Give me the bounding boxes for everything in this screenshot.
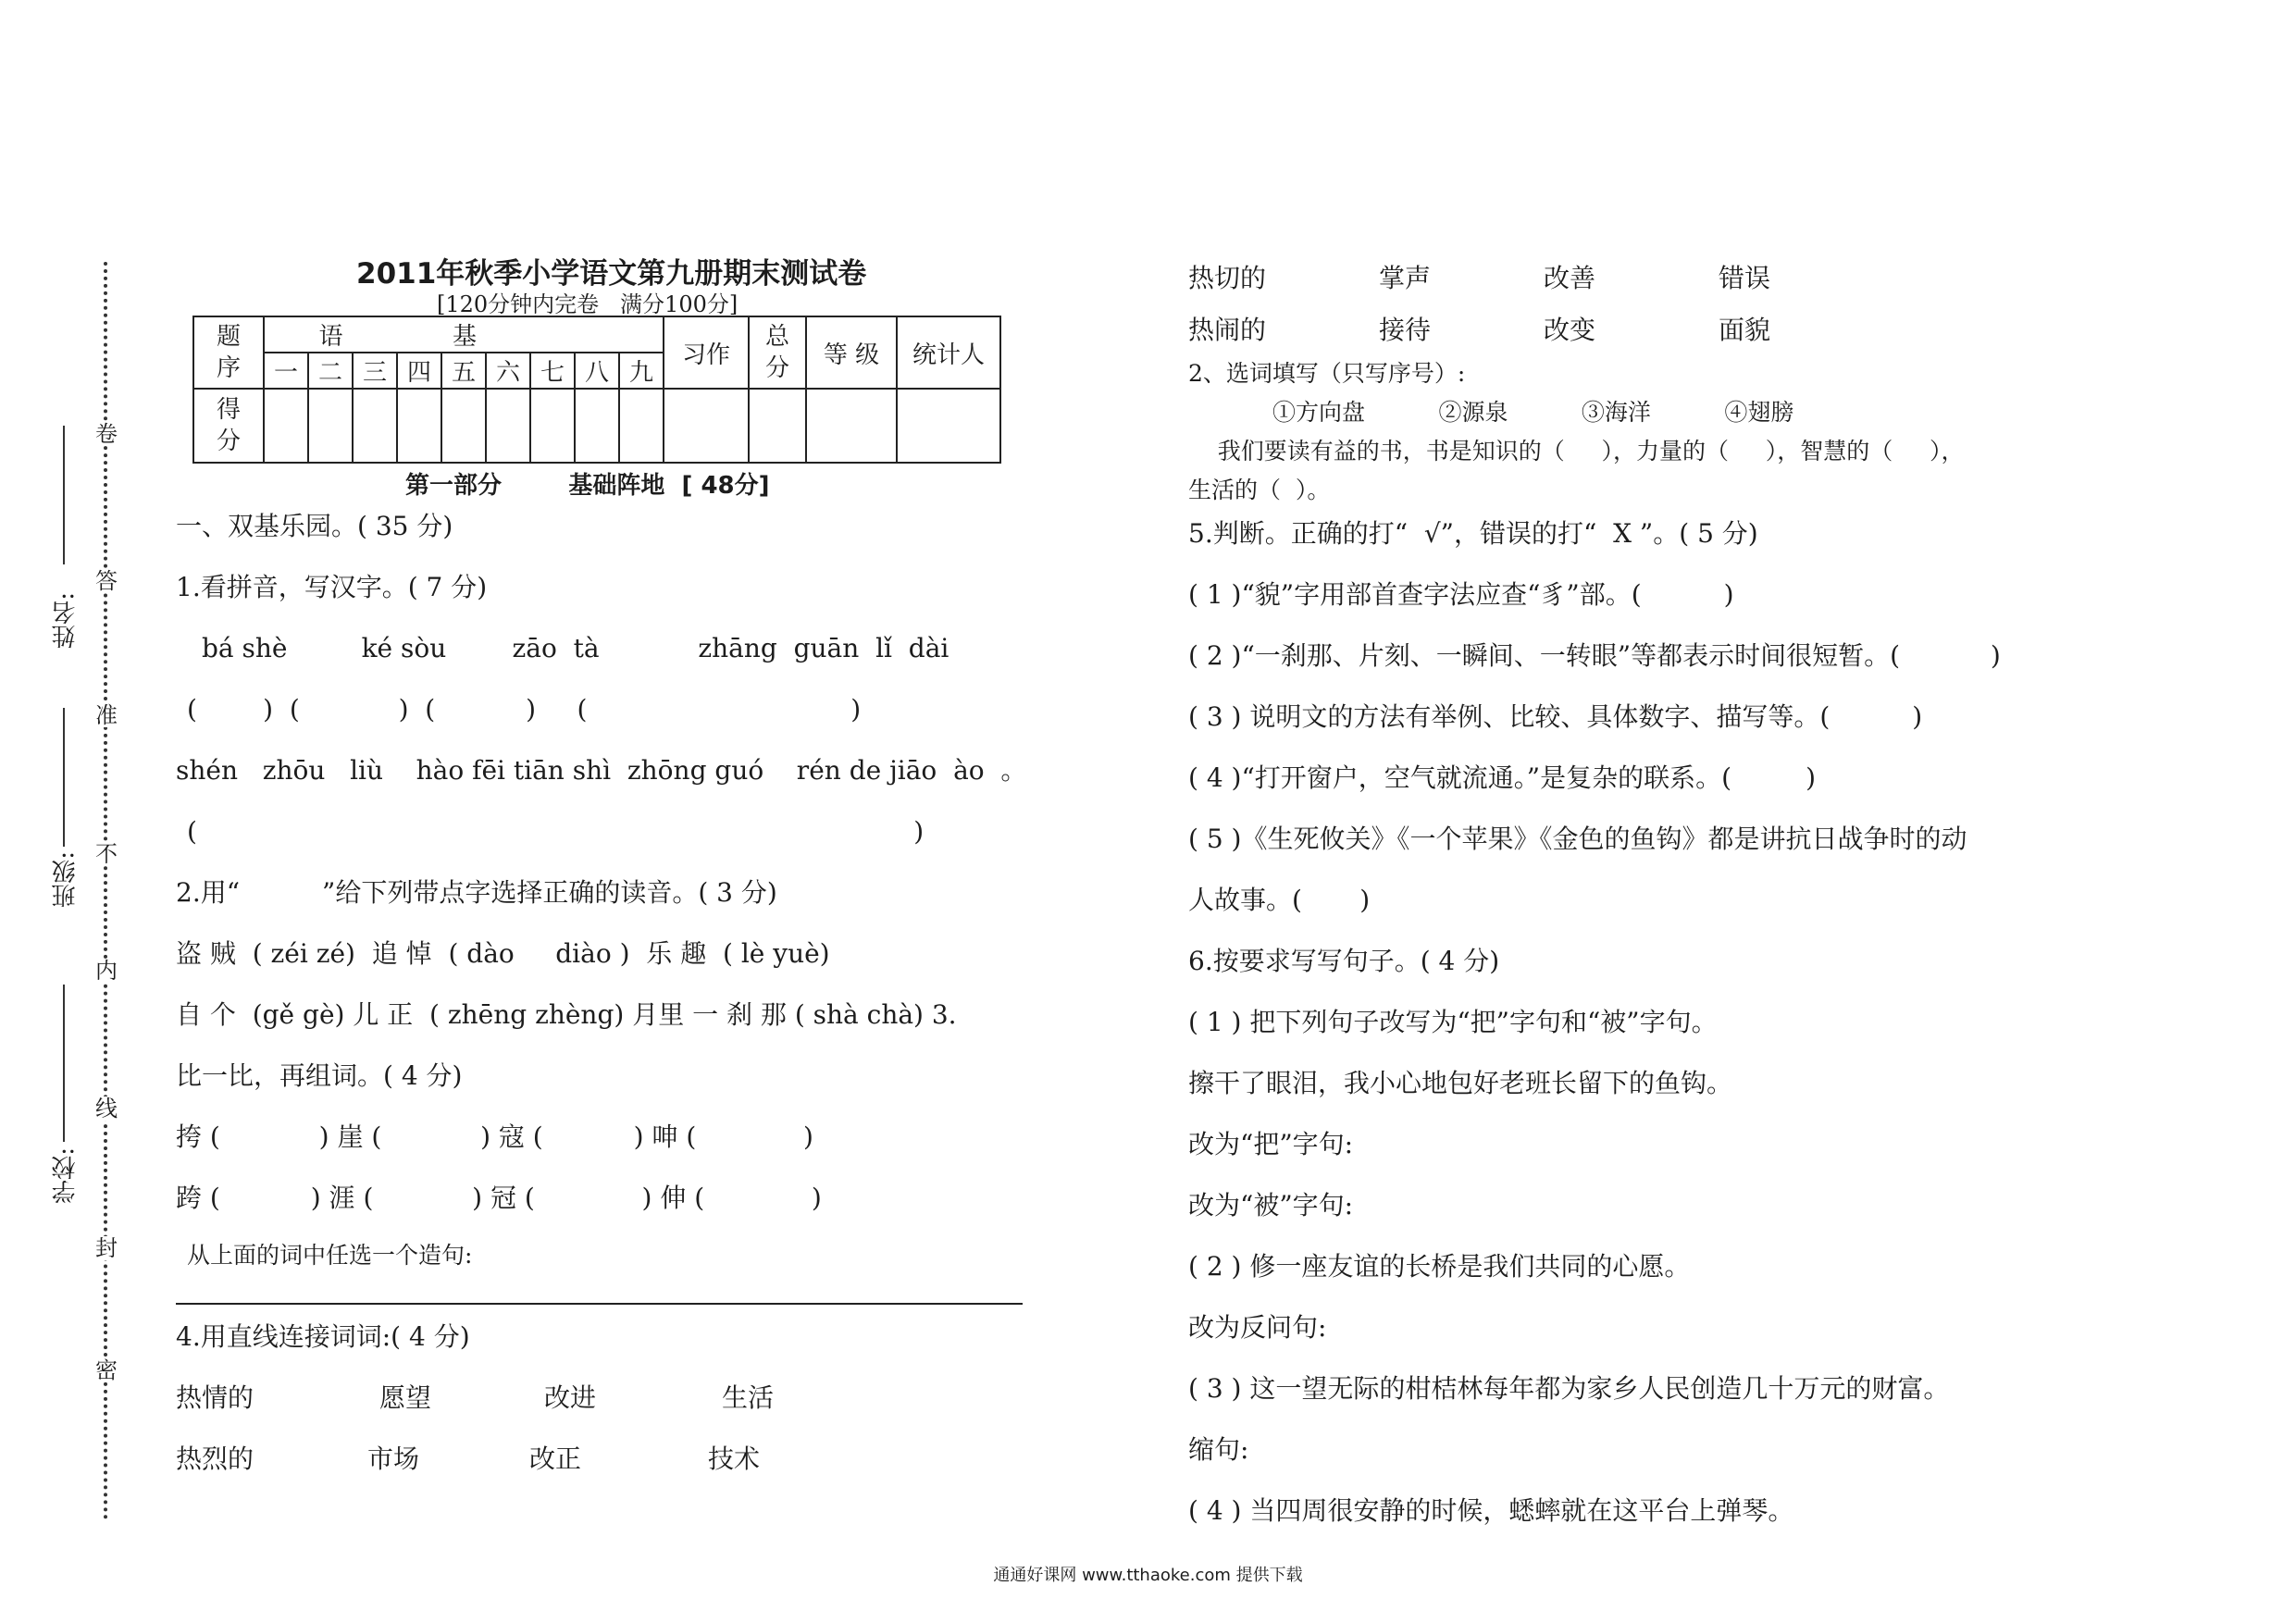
rewrite-item: 擦干了眼泪，我小心地包好老班长留下的鱼钩。 (1188, 1068, 1733, 1098)
rewrite-item: ( 3 ) 这一望无际的柑桔林每年都为家乡人民创造几十万元的财富。 (1188, 1373, 1950, 1404)
question-heading: 4.用直线连接词词:( 4 分) (176, 1321, 470, 1352)
page-subtitle: [120分钟内完卷 满分100分] (437, 291, 738, 317)
score-cell[interactable] (530, 389, 575, 463)
col-number: 五 (441, 353, 486, 389)
score-cell[interactable] (441, 389, 486, 463)
fill-text: 生活的（ ）。 (1188, 477, 1331, 503)
row-header-order: 题 序 (193, 316, 264, 389)
answer-blanks: ( ) (187, 816, 925, 847)
score-cell[interactable] (353, 389, 397, 463)
judge-item: ( 1 )“貌”字用部首查字法应查“豸”部。( ) (1188, 579, 1734, 610)
margin-char: 线 (95, 1096, 118, 1121)
word-item: 接待 (1379, 315, 1432, 345)
question-line: 跨 ( ) 涯 ( ) 冠 ( ) 伸 ( ) (176, 1183, 822, 1213)
pinyin-line: bá shè ké sòu zāo tà zhāng guān lǐ dài (202, 633, 949, 663)
score-cell[interactable] (397, 389, 441, 463)
margin-char: 答 (95, 568, 118, 594)
sentence-prompt: 从上面的词中任选一个造句: (187, 1242, 473, 1269)
score-cell[interactable] (264, 389, 308, 463)
judge-item: ( 5 )《生死攸关》《一个苹果》《金色的鱼钩》都是讲抗日战争时的动 (1188, 824, 1967, 854)
writing-header: 习作 (664, 316, 749, 389)
question-line: 挎 ( ) 崖 ( ) 寇 ( ) 呻 ( ) (176, 1121, 813, 1152)
pinyin-line: shén zhōu liù hào fēi tiān shì zhōng guó rén de jiāo ào 。 (176, 755, 1027, 786)
part-title: 第一部分 基础阵地 [ 48分] (405, 472, 770, 500)
score-table (192, 316, 1001, 464)
margin-char: 准 (95, 702, 118, 728)
class-underline (63, 708, 65, 847)
word-item: 热情的 (176, 1382, 254, 1413)
rewrite-item: ( 1 ) 把下列句子改写为“把”字句和“被”字句。 (1188, 1007, 1718, 1037)
margin-char: 卷 (95, 421, 118, 447)
word-item: 改进 (544, 1382, 597, 1413)
col-number: 三 (353, 353, 397, 389)
options-line: ①方向盘 ②源泉 ③海洋 ④翅膀 (1272, 399, 1794, 426)
col-number: 九 (619, 353, 664, 389)
margin-char: 封 (95, 1235, 118, 1261)
name-label: 姓名: (52, 592, 80, 649)
col-number: 一 (264, 353, 308, 389)
col-number: 二 (308, 353, 353, 389)
question-line: 自 个 (gě gè) 儿 正 ( zhēng zhèng) 月里 一 刹 那 ( shà chà) 3. (176, 999, 957, 1030)
score-cell[interactable] (897, 389, 1000, 463)
school-underline (63, 985, 65, 1142)
judge-item: 人故事。( ) (1188, 885, 1371, 915)
question-line: 盗 贼 ( zéi zé) 追 悼 ( dào diào ) 乐 趣 ( lè yuè) (176, 938, 830, 969)
word-item: 热烈的 (176, 1443, 254, 1474)
word-item: 热切的 (1188, 263, 1267, 293)
question-heading: 2、选词填写（只写序号）: (1188, 360, 1466, 387)
binding-dotted-line (104, 262, 107, 1520)
word-item: 热闹的 (1188, 315, 1267, 345)
question-heading: 1.看拼音，写汉字。( 7 分) (176, 572, 488, 602)
question-heading: 6.按要求写写句子。( 4 分) (1188, 946, 1500, 976)
score-cell[interactable] (575, 389, 619, 463)
col-number: 六 (486, 353, 530, 389)
col-number: 八 (575, 353, 619, 389)
page-title: 2011年秋季小学语文第九册期末测试卷 (356, 257, 867, 291)
grade-header: 等 级 (806, 316, 897, 389)
score-cell[interactable] (749, 389, 806, 463)
margin-char: 不 (95, 841, 118, 867)
word-item: 改善 (1544, 263, 1596, 293)
rewrite-item: 改为“把”字句: (1188, 1129, 1354, 1159)
margin-char: 密 (95, 1357, 118, 1383)
group-label: 语 (264, 316, 397, 353)
judge-item: ( 2 )“一刹那、片刻、一瞬间、一转眼”等都表示时间很短暂。( ) (1188, 640, 2001, 671)
rewrite-item: 改为反问句: (1188, 1312, 1327, 1343)
rewrite-item: ( 2 ) 修一座友谊的长桥是我们共同的心愿。 (1188, 1251, 1691, 1282)
score-cell[interactable] (806, 389, 897, 463)
word-item: 掌声 (1379, 263, 1432, 293)
word-item: 面貌 (1719, 315, 1771, 345)
rewrite-item: ( 4 ) 当四周很安静的时候，蟋蟀就在这平台上弹琴。 (1188, 1495, 1794, 1526)
margin-char: 内 (95, 958, 118, 984)
question-heading: 比一比，再组词。( 4 分) (176, 1060, 463, 1091)
judge-item: ( 4 )“打开窗户，空气就流通。”是复杂的联系。( ) (1188, 762, 1817, 793)
group-label: 基 (397, 316, 664, 353)
col-number: 七 (530, 353, 575, 389)
answer-blanks: ( ) ( ) ( ) ( ) (187, 694, 862, 725)
school-label: 学校: (52, 1147, 80, 1204)
stat-header: 统计人 (897, 316, 1000, 389)
word-item: 愿望 (379, 1382, 432, 1413)
score-cell[interactable] (486, 389, 530, 463)
section-heading: 一、双基乐园。( 35 分) (176, 511, 453, 541)
word-item: 错误 (1719, 263, 1771, 293)
footer-credit: 通通好课网 www.tthaoke.com 提供下载 (993, 1566, 1303, 1585)
rewrite-item: 缩句: (1188, 1434, 1249, 1465)
score-cell[interactable] (664, 389, 749, 463)
word-item: 生活 (722, 1382, 775, 1413)
name-underline (63, 426, 65, 564)
col-number: 四 (397, 353, 441, 389)
total-header: 总 分 (749, 316, 806, 389)
score-cell[interactable] (308, 389, 353, 463)
word-item: 市场 (367, 1443, 420, 1474)
question-heading: 5.判断。正确的打“ √”，错误的打“ X ”。( 5 分) (1188, 518, 1758, 549)
question-heading: 2.用“ ”给下列带点字选择正确的读音。( 3 分) (176, 877, 777, 908)
score-cell[interactable] (619, 389, 664, 463)
row-header-score: 得 分 (193, 389, 264, 463)
word-item: 改变 (1544, 315, 1596, 345)
word-item: 改正 (529, 1443, 582, 1474)
answer-line[interactable] (176, 1303, 1023, 1305)
class-label: 班级: (52, 851, 80, 908)
word-item: 技术 (708, 1443, 761, 1474)
judge-item: ( 3 ) 说明文的方法有举例、比较、具体数字、描写等。( ) (1188, 701, 1923, 732)
rewrite-item: 改为“被”字句: (1188, 1190, 1354, 1220)
fill-text: 我们要读有益的书，书是知识的（ ），力量的（ ），智慧的（ ）， (1188, 438, 1965, 465)
